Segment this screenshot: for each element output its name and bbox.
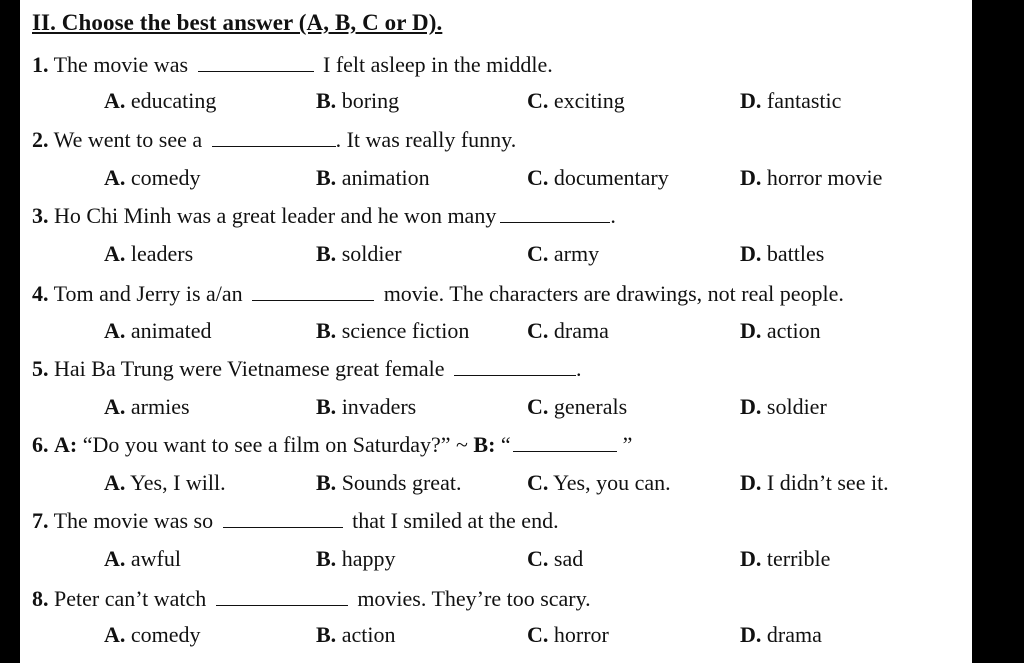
question-3 [32, 203, 616, 229]
option-text: horror [553, 622, 609, 647]
option-c[interactable] [527, 241, 599, 267]
option-a[interactable] [104, 470, 226, 496]
option-text: science fiction [341, 318, 470, 343]
option-letter: D. [740, 622, 762, 647]
option-text: army [553, 241, 600, 266]
question-number: 6. [32, 432, 49, 457]
option-text: terrible [766, 546, 831, 571]
option-text: drama [766, 622, 822, 647]
option-letter: D. [740, 546, 762, 571]
answer-blank[interactable] [500, 204, 610, 223]
option-letter: C. [527, 470, 549, 495]
speaker-a-label: A: [54, 432, 78, 457]
option-letter: B. [316, 165, 337, 190]
option-text: comedy [130, 622, 201, 647]
question-number: 2. [32, 127, 49, 152]
option-text: generals [553, 394, 628, 419]
option-d[interactable] [740, 318, 821, 344]
question-text-after: . [610, 203, 616, 228]
option-text: happy [341, 546, 396, 571]
answer-blank[interactable] [454, 357, 576, 376]
option-text: Sounds great. [341, 470, 462, 495]
option-letter: A. [104, 88, 126, 113]
option-c[interactable] [527, 394, 627, 420]
option-letter: A. [104, 394, 126, 419]
option-c[interactable] [527, 546, 583, 572]
option-b[interactable] [316, 394, 416, 420]
question-number: 8. [32, 586, 49, 611]
answer-blank[interactable] [198, 53, 314, 72]
option-letter: C. [527, 546, 549, 571]
option-b[interactable] [316, 318, 469, 344]
option-text: documentary [553, 165, 669, 190]
question-number: 5. [32, 356, 49, 381]
option-a[interactable] [104, 546, 181, 572]
option-d[interactable] [740, 470, 889, 496]
question-text-after: I felt asleep in the middle. [323, 52, 553, 77]
question-number: 3. [32, 203, 49, 228]
option-text: awful [130, 546, 181, 571]
option-d[interactable] [740, 546, 830, 572]
option-d[interactable] [740, 394, 827, 420]
question-7 [32, 508, 559, 534]
question-2 [32, 127, 516, 153]
option-d[interactable] [740, 241, 824, 267]
option-text: educating [130, 88, 217, 113]
option-text: soldier [766, 394, 827, 419]
question-text-before: The movie was [53, 52, 189, 77]
option-letter: B. [316, 546, 337, 571]
section-heading: II. Choose the best answer (A, B, C or D). [32, 10, 443, 35]
left-frame-border [0, 0, 20, 663]
option-a[interactable] [104, 394, 190, 420]
option-a[interactable] [104, 88, 216, 114]
option-text: horror movie [766, 165, 883, 190]
option-text: animated [130, 318, 212, 343]
worksheet-page [20, 0, 972, 663]
option-text: sad [553, 546, 584, 571]
answer-blank[interactable] [223, 509, 343, 528]
option-letter: A. [104, 470, 126, 495]
question-text-after: movie. The characters are drawings, not real people. [383, 281, 844, 306]
option-c[interactable] [527, 165, 669, 191]
option-letter: C. [527, 622, 549, 647]
question-text-after: . It was really funny. [335, 127, 517, 152]
option-text: boring [341, 88, 400, 113]
right-frame-border [1000, 0, 1024, 663]
option-text: armies [130, 394, 190, 419]
option-letter: C. [527, 165, 549, 190]
option-a[interactable] [104, 165, 201, 191]
option-text: action [766, 318, 821, 343]
question-text-before: Tom and Jerry is a/an [53, 281, 243, 306]
option-b[interactable] [316, 165, 430, 191]
option-text: leaders [130, 241, 194, 266]
option-letter: B. [316, 394, 337, 419]
question-text-after: . [575, 356, 582, 381]
option-text: comedy [130, 165, 201, 190]
question-text-before: Peter can’t watch [54, 586, 207, 611]
option-text: exciting [553, 88, 625, 113]
option-letter: D. [740, 318, 762, 343]
speaker-b-label: B: [473, 432, 496, 457]
option-text: action [341, 622, 396, 647]
option-c[interactable] [527, 470, 671, 496]
option-b[interactable] [316, 546, 395, 572]
option-b[interactable] [316, 470, 461, 496]
option-letter: A. [104, 241, 126, 266]
option-d[interactable] [740, 622, 822, 648]
question-text-after: ” [622, 432, 633, 457]
option-text: Yes, I will. [130, 470, 226, 495]
option-letter: B. [316, 622, 337, 647]
option-c[interactable] [527, 622, 609, 648]
option-letter: B. [316, 241, 337, 266]
option-b[interactable] [316, 241, 402, 267]
answer-blank[interactable] [252, 282, 374, 301]
answer-blank[interactable] [216, 587, 348, 606]
option-letter: B. [316, 318, 337, 343]
option-letter: C. [527, 394, 549, 419]
option-letter: C. [527, 318, 549, 343]
question-number: 7. [32, 508, 49, 533]
option-letter: A. [104, 318, 126, 343]
option-letter: B. [316, 88, 337, 113]
question-text-after: that I smiled at the end. [352, 508, 559, 533]
answer-blank[interactable] [513, 433, 617, 452]
quote-open: “ [500, 432, 511, 457]
option-letter: D. [740, 165, 762, 190]
question-text-before: Ho Chi Minh was a great leader and he won many [54, 203, 497, 228]
option-letter: D. [740, 394, 762, 419]
option-letter: A. [104, 546, 126, 571]
question-text-before: Hai Ba Trung were Vietnamese great female [54, 356, 445, 381]
option-text: Yes, you can. [553, 470, 671, 495]
question-text-before: “Do you want to see a film on Saturday?” ~ [82, 432, 468, 457]
option-letter: D. [740, 470, 762, 495]
option-letter: C. [527, 88, 549, 113]
option-c[interactable] [527, 318, 609, 344]
option-d[interactable] [740, 165, 882, 191]
option-letter: B. [316, 470, 337, 495]
question-5 [32, 356, 581, 382]
option-text: invaders [341, 394, 417, 419]
answer-blank[interactable] [212, 128, 336, 147]
option-text: drama [553, 318, 609, 343]
question-6 [32, 432, 632, 458]
question-number: 4. [32, 281, 49, 306]
question-number: 1. [32, 52, 49, 77]
question-1 [32, 52, 553, 78]
option-text: fantastic [766, 88, 842, 113]
question-text-before: We went to see a [53, 127, 203, 152]
option-letter: D. [740, 88, 762, 113]
option-a[interactable] [104, 622, 201, 648]
option-text: soldier [341, 241, 402, 266]
option-text: I didn’t see it. [766, 470, 889, 495]
option-letter: A. [104, 165, 126, 190]
option-letter: D. [740, 241, 762, 266]
option-text: animation [341, 165, 430, 190]
option-c[interactable] [527, 88, 625, 114]
option-a[interactable] [104, 241, 193, 267]
option-b[interactable] [316, 88, 399, 114]
option-text: battles [766, 241, 825, 266]
question-text-after: movies. They’re too scary. [357, 586, 591, 611]
question-text-before: The movie was so [53, 508, 214, 533]
option-letter: C. [527, 241, 549, 266]
option-b[interactable] [316, 622, 395, 648]
option-d[interactable] [740, 88, 841, 114]
option-a[interactable] [104, 318, 212, 344]
option-letter: A. [104, 622, 126, 647]
question-8 [32, 586, 591, 612]
question-4 [32, 281, 844, 307]
